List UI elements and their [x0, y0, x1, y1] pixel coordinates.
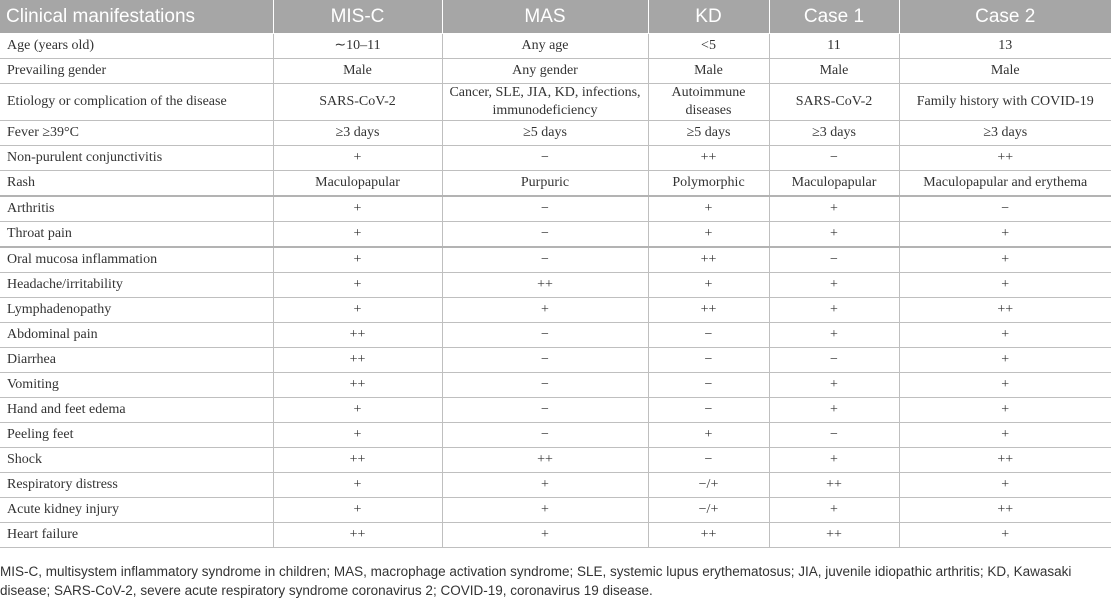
cell-mis-c: ∼10–11: [273, 34, 442, 59]
cell-mis-c: +: [273, 423, 442, 448]
cell-case-1: ++: [769, 523, 899, 548]
cell-mis-c: Maculopapular: [273, 171, 442, 197]
table-row: [0, 196, 1111, 222]
cell-mas: ++: [442, 448, 648, 473]
cell-mas: −: [442, 398, 648, 423]
cell-kd: ++: [648, 523, 769, 548]
cell-kd: +: [648, 222, 769, 248]
header-mis-c: MIS-C: [273, 0, 442, 34]
cell-manifestation: Prevailing gender: [0, 59, 273, 84]
header-mas: MAS: [442, 0, 648, 34]
cell-kd: −: [648, 373, 769, 398]
table-row: [0, 373, 1111, 398]
cell-kd: −: [648, 448, 769, 473]
cell-case-2: +: [899, 398, 1111, 423]
cell-kd: ++: [648, 247, 769, 273]
cell-manifestation: Hand and feet edema: [0, 398, 273, 423]
header-kd: KD: [648, 0, 769, 34]
cell-case-2: +: [899, 373, 1111, 398]
cell-manifestation: Oral mucosa inflammation: [0, 247, 273, 273]
cell-case-2: ++: [899, 298, 1111, 323]
table-header-row: [0, 0, 1111, 34]
cell-kd: −: [648, 323, 769, 348]
cell-mas: −: [442, 348, 648, 373]
table-footnote: MIS-C, multisystem inflammatory syndrome in children; MAS, macrophage activation syndrome; SLE, systemic lupus erythematosus; JIA, juvenile idiopathic arthritis; KD, Kawasaki disease; SARS-CoV-2, severe acute respiratory syndrome coronavirus 2; COVID-19, coronavirus 19 disease.: [0, 564, 1072, 598]
cell-case-2: +: [899, 273, 1111, 298]
cell-kd: Male: [648, 59, 769, 84]
cell-mas: ++: [442, 273, 648, 298]
cell-case-1: −: [769, 146, 899, 171]
cell-manifestation: Headache/irritability: [0, 273, 273, 298]
table-row: [0, 448, 1111, 473]
cell-case-2: ≥3 days: [899, 121, 1111, 146]
cell-case-1: +: [769, 222, 899, 248]
cell-manifestation: Lymphadenopathy: [0, 298, 273, 323]
cell-manifestation: Shock: [0, 448, 273, 473]
cell-manifestation: Non-purulent conjunctivitis: [0, 146, 273, 171]
cell-case-1: ≥3 days: [769, 121, 899, 146]
cell-mas: Cancer, SLE, JIA, KD, infections, immunodeficiency: [442, 84, 648, 121]
header-case-2: Case 2: [899, 0, 1111, 34]
cell-case-1: +: [769, 298, 899, 323]
table-body: [0, 34, 1111, 548]
cell-manifestation: Arthritis: [0, 196, 273, 222]
table-row: [0, 323, 1111, 348]
cell-case-1: Maculopapular: [769, 171, 899, 197]
table-row: [0, 84, 1111, 121]
cell-case-2: ++: [899, 146, 1111, 171]
cell-case-2: 13: [899, 34, 1111, 59]
table-row: [0, 398, 1111, 423]
table-row: [0, 523, 1111, 548]
header-case-1: Case 1: [769, 0, 899, 34]
cell-case-1: 11: [769, 34, 899, 59]
cell-mis-c: ++: [273, 373, 442, 398]
cell-kd: <5: [648, 34, 769, 59]
cell-mas: −: [442, 423, 648, 448]
cell-kd: −: [648, 348, 769, 373]
cell-case-2: +: [899, 323, 1111, 348]
cell-manifestation: Abdominal pain: [0, 323, 273, 348]
table-row: [0, 498, 1111, 523]
cell-mis-c: +: [273, 196, 442, 222]
cell-case-2: +: [899, 222, 1111, 248]
cell-mas: −: [442, 373, 648, 398]
cell-mas: +: [442, 473, 648, 498]
table-row: [0, 348, 1111, 373]
cell-mis-c: +: [273, 498, 442, 523]
cell-mas: ≥5 days: [442, 121, 648, 146]
cell-manifestation: Heart failure: [0, 523, 273, 548]
cell-case-1: ++: [769, 473, 899, 498]
cell-kd: Autoimmune diseases: [648, 84, 769, 121]
cell-kd: +: [648, 423, 769, 448]
cell-mas: Any gender: [442, 59, 648, 84]
cell-mas: −: [442, 222, 648, 248]
cell-case-2: +: [899, 523, 1111, 548]
cell-manifestation: Diarrhea: [0, 348, 273, 373]
cell-manifestation: Vomiting: [0, 373, 273, 398]
cell-manifestation: Peeling feet: [0, 423, 273, 448]
cell-kd: −/+: [648, 473, 769, 498]
table-row: [0, 146, 1111, 171]
cell-case-1: +: [769, 498, 899, 523]
cell-mis-c: +: [273, 146, 442, 171]
cell-manifestation: Etiology or complication of the disease: [0, 84, 273, 121]
cell-case-1: −: [769, 423, 899, 448]
cell-mis-c: +: [273, 473, 442, 498]
cell-case-2: −: [899, 196, 1111, 222]
cell-manifestation: Age (years old): [0, 34, 273, 59]
cell-manifestation: Respiratory distress: [0, 473, 273, 498]
cell-mas: −: [442, 196, 648, 222]
cell-case-1: +: [769, 273, 899, 298]
table-row: [0, 298, 1111, 323]
cell-mis-c: ++: [273, 348, 442, 373]
cell-case-1: SARS-CoV-2: [769, 84, 899, 121]
cell-case-2: Maculopapular and erythema: [899, 171, 1111, 197]
cell-manifestation: Throat pain: [0, 222, 273, 248]
cell-case-2: +: [899, 423, 1111, 448]
cell-kd: ++: [648, 298, 769, 323]
cell-case-1: −: [769, 348, 899, 373]
cell-kd: −: [648, 398, 769, 423]
cell-case-2: +: [899, 473, 1111, 498]
cell-mis-c: ++: [273, 523, 442, 548]
table-row: [0, 423, 1111, 448]
cell-kd: −/+: [648, 498, 769, 523]
cell-mas: Any age: [442, 34, 648, 59]
cell-manifestation: Acute kidney injury: [0, 498, 273, 523]
cell-kd: ++: [648, 146, 769, 171]
cell-mis-c: ≥3 days: [273, 121, 442, 146]
table-row: [0, 34, 1111, 59]
cell-mas: +: [442, 498, 648, 523]
table-row: [0, 247, 1111, 273]
table-row: [0, 473, 1111, 498]
cell-mis-c: +: [273, 298, 442, 323]
cell-case-2: +: [899, 348, 1111, 373]
cell-manifestation: Rash: [0, 171, 273, 197]
cell-mis-c: Male: [273, 59, 442, 84]
cell-mas: −: [442, 146, 648, 171]
cell-mas: +: [442, 523, 648, 548]
cell-kd: +: [648, 273, 769, 298]
cell-mis-c: SARS-CoV-2: [273, 84, 442, 121]
cell-case-1: +: [769, 448, 899, 473]
cell-manifestation: Fever ≥39°C: [0, 121, 273, 146]
cell-mas: −: [442, 247, 648, 273]
table-row: [0, 121, 1111, 146]
cell-case-2: Male: [899, 59, 1111, 84]
table-row: [0, 273, 1111, 298]
header-clinical-manifestations: Clinical manifestations: [0, 0, 273, 34]
cell-kd: ≥5 days: [648, 121, 769, 146]
cell-case-2: Family history with COVID-19: [899, 84, 1111, 121]
cell-case-1: Male: [769, 59, 899, 84]
cell-mis-c: ++: [273, 323, 442, 348]
cell-mis-c: +: [273, 273, 442, 298]
table-row: [0, 222, 1111, 248]
cell-kd: +: [648, 196, 769, 222]
cell-case-1: −: [769, 247, 899, 273]
cell-case-1: +: [769, 398, 899, 423]
cell-case-1: +: [769, 323, 899, 348]
cell-case-2: ++: [899, 498, 1111, 523]
cell-mas: Purpuric: [442, 171, 648, 197]
cell-case-1: +: [769, 373, 899, 398]
cell-case-1: +: [769, 196, 899, 222]
cell-case-2: +: [899, 247, 1111, 273]
cell-case-2: ++: [899, 448, 1111, 473]
cell-mis-c: +: [273, 398, 442, 423]
table-row: [0, 171, 1111, 197]
cell-mis-c: +: [273, 247, 442, 273]
cell-mis-c: +: [273, 222, 442, 248]
cell-mis-c: ++: [273, 448, 442, 473]
cell-kd: Polymorphic: [648, 171, 769, 197]
cell-mas: −: [442, 323, 648, 348]
table-row: [0, 59, 1111, 84]
cell-mas: +: [442, 298, 648, 323]
